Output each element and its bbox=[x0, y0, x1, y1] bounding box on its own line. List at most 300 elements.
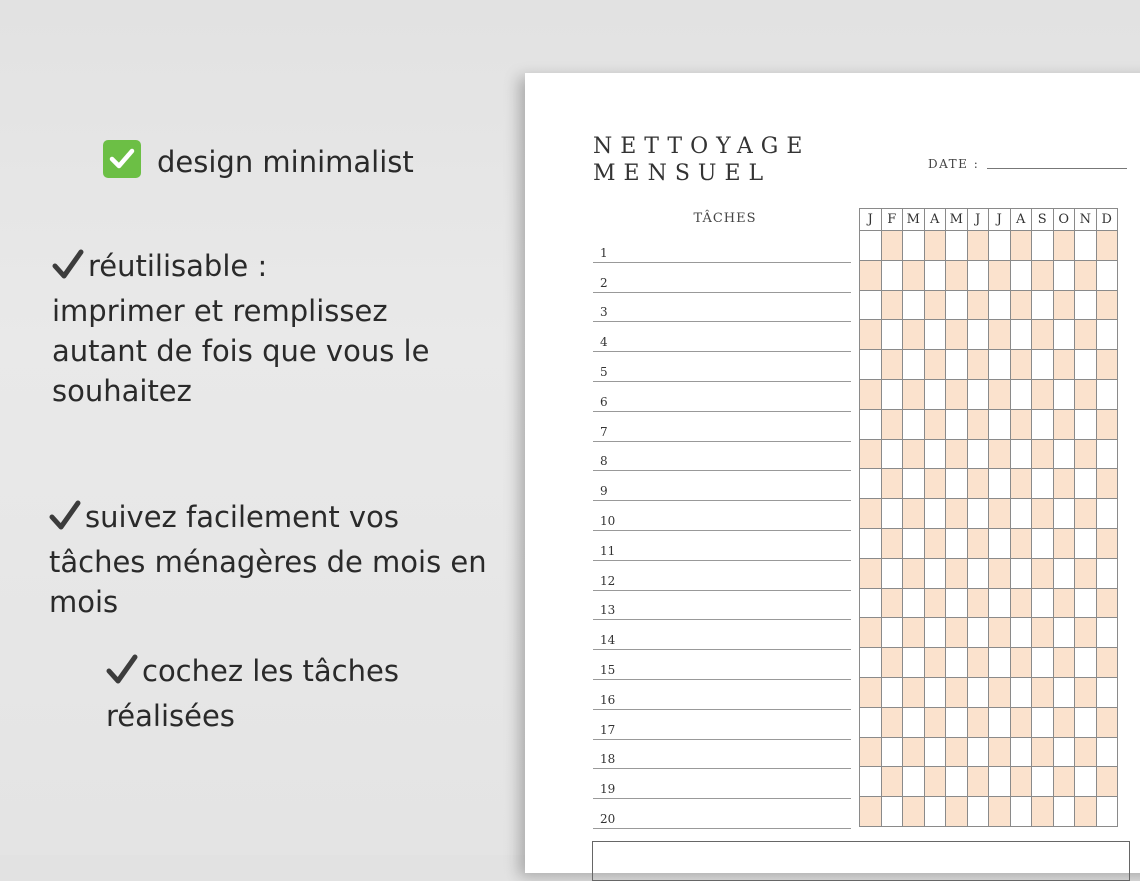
check-cell[interactable] bbox=[967, 707, 990, 738]
check-cell[interactable] bbox=[924, 349, 947, 380]
check-cell[interactable] bbox=[1031, 439, 1054, 470]
check-cell[interactable] bbox=[881, 766, 904, 797]
check-cell[interactable] bbox=[1031, 290, 1054, 321]
check-cell[interactable] bbox=[881, 260, 904, 291]
check-cell[interactable] bbox=[967, 796, 990, 827]
month-header-row bbox=[860, 208, 1118, 231]
check-cell[interactable] bbox=[902, 588, 925, 619]
check-cell[interactable] bbox=[924, 439, 947, 470]
check-cell[interactable] bbox=[1096, 796, 1119, 827]
task-row bbox=[593, 470, 851, 501]
check-cell[interactable] bbox=[1031, 796, 1054, 827]
check-cell[interactable] bbox=[1053, 558, 1076, 589]
check-cell[interactable] bbox=[988, 766, 1011, 797]
check-cell[interactable] bbox=[1096, 588, 1119, 619]
check-cell[interactable] bbox=[1010, 498, 1033, 529]
check-cell[interactable] bbox=[924, 290, 947, 321]
check-cell[interactable] bbox=[945, 647, 968, 678]
check-cell[interactable] bbox=[1074, 498, 1097, 529]
check-cell[interactable] bbox=[1053, 766, 1076, 797]
grid-row bbox=[860, 766, 1118, 797]
task-row bbox=[593, 709, 851, 740]
checkmark-icon bbox=[52, 249, 84, 291]
check-cell[interactable] bbox=[1074, 707, 1097, 738]
check-cell[interactable] bbox=[1074, 409, 1097, 440]
check-cell[interactable] bbox=[924, 409, 947, 440]
check-cell[interactable] bbox=[1074, 319, 1097, 350]
check-cell[interactable] bbox=[1053, 260, 1076, 291]
check-cell[interactable] bbox=[1053, 409, 1076, 440]
check-cell[interactable] bbox=[1031, 528, 1054, 559]
check-cell[interactable] bbox=[1074, 647, 1097, 678]
check-cell[interactable] bbox=[924, 319, 947, 350]
grid-row bbox=[860, 260, 1118, 291]
check-cell[interactable] bbox=[924, 379, 947, 410]
title-line-1: NETTOYAGE bbox=[593, 134, 811, 159]
check-cell[interactable] bbox=[1031, 558, 1054, 589]
check-cell[interactable] bbox=[1053, 230, 1076, 261]
check-cell[interactable] bbox=[988, 617, 1011, 648]
check-cell[interactable] bbox=[1031, 260, 1054, 291]
task-row bbox=[593, 649, 851, 680]
check-cell[interactable] bbox=[924, 588, 947, 619]
check-cell[interactable] bbox=[945, 230, 968, 261]
check-cell[interactable] bbox=[1074, 737, 1097, 768]
check-cell[interactable] bbox=[1031, 349, 1054, 380]
check-cell[interactable] bbox=[945, 498, 968, 529]
check-cell[interactable] bbox=[945, 707, 968, 738]
check-cell[interactable] bbox=[988, 588, 1011, 619]
check-cell[interactable] bbox=[988, 439, 1011, 470]
check-cell[interactable] bbox=[988, 558, 1011, 589]
check-cell[interactable] bbox=[1074, 588, 1097, 619]
check-cell[interactable] bbox=[859, 647, 882, 678]
check-cell[interactable] bbox=[988, 796, 1011, 827]
check-cell[interactable] bbox=[1010, 558, 1033, 589]
check-cell[interactable] bbox=[1074, 468, 1097, 499]
check-cell[interactable] bbox=[945, 409, 968, 440]
check-cell[interactable] bbox=[859, 439, 882, 470]
check-cell[interactable] bbox=[859, 468, 882, 499]
check-cell[interactable] bbox=[881, 290, 904, 321]
check-cell[interactable] bbox=[902, 290, 925, 321]
check-cell[interactable] bbox=[945, 319, 968, 350]
check-cell[interactable] bbox=[1010, 290, 1033, 321]
check-cell[interactable] bbox=[945, 260, 968, 291]
check-cell[interactable] bbox=[1010, 319, 1033, 350]
check-cell[interactable] bbox=[1031, 409, 1054, 440]
check-cell[interactable] bbox=[945, 588, 968, 619]
check-cell[interactable] bbox=[1096, 737, 1119, 768]
task-row bbox=[593, 679, 851, 710]
check-cell[interactable] bbox=[967, 468, 990, 499]
check-cell[interactable] bbox=[988, 498, 1011, 529]
check-cell[interactable] bbox=[967, 498, 990, 529]
printable-sheet bbox=[525, 73, 1140, 873]
grid-row bbox=[860, 468, 1118, 499]
check-cell[interactable] bbox=[924, 647, 947, 678]
task-row-number: 15 bbox=[600, 662, 616, 677]
check-cell[interactable] bbox=[1053, 498, 1076, 529]
check-cell[interactable] bbox=[945, 677, 968, 708]
check-cell[interactable] bbox=[1096, 707, 1119, 738]
check-cell[interactable] bbox=[1096, 617, 1119, 648]
check-cell[interactable] bbox=[967, 617, 990, 648]
check-cell[interactable] bbox=[881, 677, 904, 708]
check-cell[interactable] bbox=[1031, 766, 1054, 797]
grid-row bbox=[860, 528, 1118, 559]
check-cell[interactable] bbox=[988, 707, 1011, 738]
task-row bbox=[593, 262, 851, 293]
check-cell[interactable] bbox=[881, 498, 904, 529]
check-cell[interactable] bbox=[859, 617, 882, 648]
check-cell[interactable] bbox=[945, 617, 968, 648]
check-cell[interactable] bbox=[945, 468, 968, 499]
check-cell[interactable] bbox=[902, 468, 925, 499]
check-cell[interactable] bbox=[945, 290, 968, 321]
check-cell[interactable] bbox=[1074, 230, 1097, 261]
check-cell[interactable] bbox=[1074, 617, 1097, 648]
feature-reusable bbox=[52, 246, 429, 411]
feature-line bbox=[52, 246, 429, 291]
check-cell[interactable] bbox=[1074, 677, 1097, 708]
check-cell[interactable] bbox=[1053, 677, 1076, 708]
check-cell[interactable] bbox=[1096, 290, 1119, 321]
task-row bbox=[593, 321, 851, 352]
grid-row bbox=[860, 588, 1118, 619]
check-cell[interactable] bbox=[1031, 498, 1054, 529]
check-cell[interactable] bbox=[1096, 409, 1119, 440]
task-row-number: 11 bbox=[600, 543, 616, 558]
check-cell[interactable] bbox=[1096, 349, 1119, 380]
check-cell[interactable] bbox=[1031, 617, 1054, 648]
check-cell[interactable] bbox=[859, 379, 882, 410]
check-cell[interactable] bbox=[859, 260, 882, 291]
check-cell[interactable] bbox=[967, 409, 990, 440]
check-cell[interactable] bbox=[988, 230, 1011, 261]
task-row-number: 7 bbox=[600, 424, 608, 439]
feature-line bbox=[106, 651, 399, 696]
check-cell[interactable] bbox=[1074, 290, 1097, 321]
check-cell[interactable] bbox=[967, 319, 990, 350]
check-cell[interactable] bbox=[1031, 588, 1054, 619]
month-header: D bbox=[1096, 208, 1119, 231]
check-cell[interactable] bbox=[902, 349, 925, 380]
check-cell[interactable] bbox=[881, 439, 904, 470]
check-cell[interactable] bbox=[945, 439, 968, 470]
check-cell[interactable] bbox=[1010, 528, 1033, 559]
check-cell[interactable] bbox=[859, 737, 882, 768]
check-cell[interactable] bbox=[881, 647, 904, 678]
check-cell[interactable] bbox=[1096, 230, 1119, 261]
check-cell[interactable] bbox=[1053, 588, 1076, 619]
check-cell[interactable] bbox=[1010, 260, 1033, 291]
check-cell[interactable] bbox=[945, 796, 968, 827]
check-cell[interactable] bbox=[924, 677, 947, 708]
check-cell[interactable] bbox=[902, 409, 925, 440]
check-cell[interactable] bbox=[988, 528, 1011, 559]
check-cell[interactable] bbox=[988, 468, 1011, 499]
check-cell[interactable] bbox=[1096, 468, 1119, 499]
check-cell[interactable] bbox=[1053, 796, 1076, 827]
check-cell[interactable] bbox=[988, 647, 1011, 678]
check-cell[interactable] bbox=[988, 319, 1011, 350]
check-cell[interactable] bbox=[988, 409, 1011, 440]
month-header: M bbox=[945, 208, 968, 231]
check-cell[interactable] bbox=[902, 796, 925, 827]
check-cell[interactable] bbox=[902, 439, 925, 470]
check-cell[interactable] bbox=[859, 528, 882, 559]
grid-row bbox=[860, 379, 1118, 410]
check-cell[interactable] bbox=[945, 528, 968, 559]
task-row bbox=[593, 768, 851, 799]
month-header: J bbox=[859, 208, 882, 231]
check-cell[interactable] bbox=[1010, 647, 1033, 678]
check-cell[interactable] bbox=[988, 379, 1011, 410]
check-cell[interactable] bbox=[945, 349, 968, 380]
feature-line: mois bbox=[49, 585, 119, 619]
check-cell[interactable] bbox=[924, 528, 947, 559]
check-cell[interactable] bbox=[1031, 647, 1054, 678]
check-cell[interactable] bbox=[1053, 617, 1076, 648]
check-cell[interactable] bbox=[1053, 647, 1076, 678]
check-cell[interactable] bbox=[859, 409, 882, 440]
check-cell[interactable] bbox=[945, 737, 968, 768]
check-cell[interactable] bbox=[945, 558, 968, 589]
check-cell[interactable] bbox=[967, 766, 990, 797]
check-cell[interactable] bbox=[902, 766, 925, 797]
check-cell[interactable] bbox=[902, 647, 925, 678]
check-cell[interactable] bbox=[945, 766, 968, 797]
check-cell[interactable] bbox=[924, 498, 947, 529]
check-cell[interactable] bbox=[902, 737, 925, 768]
check-cell[interactable] bbox=[924, 617, 947, 648]
check-cell[interactable] bbox=[988, 260, 1011, 291]
check-cell[interactable] bbox=[1074, 528, 1097, 559]
check-cell[interactable] bbox=[1010, 468, 1033, 499]
check-cell[interactable] bbox=[1096, 498, 1119, 529]
check-cell[interactable] bbox=[881, 349, 904, 380]
check-cell[interactable] bbox=[1010, 349, 1033, 380]
check-cell[interactable] bbox=[967, 528, 990, 559]
check-cell[interactable] bbox=[967, 677, 990, 708]
check-cell[interactable] bbox=[1074, 439, 1097, 470]
task-row-number: 5 bbox=[600, 364, 608, 379]
check-cell[interactable] bbox=[924, 707, 947, 738]
feature-text: design minimalist bbox=[157, 145, 414, 179]
grid-row bbox=[860, 796, 1118, 827]
check-cell[interactable] bbox=[1010, 617, 1033, 648]
check-cell[interactable] bbox=[902, 230, 925, 261]
check-cell[interactable] bbox=[1053, 528, 1076, 559]
check-cell[interactable] bbox=[1010, 588, 1033, 619]
month-header: S bbox=[1031, 208, 1054, 231]
month-header: F bbox=[881, 208, 904, 231]
feature-line bbox=[103, 140, 414, 182]
check-cell[interactable] bbox=[967, 558, 990, 589]
task-row bbox=[593, 351, 851, 382]
check-cell[interactable] bbox=[924, 796, 947, 827]
check-cell[interactable] bbox=[967, 290, 990, 321]
month-header: N bbox=[1074, 208, 1097, 231]
check-cell[interactable] bbox=[1074, 379, 1097, 410]
check-cell[interactable] bbox=[881, 528, 904, 559]
grid-row bbox=[860, 677, 1118, 708]
grid-row bbox=[860, 617, 1118, 648]
check-cell[interactable] bbox=[924, 737, 947, 768]
feature-track-tasks bbox=[49, 497, 487, 622]
check-cell[interactable] bbox=[1031, 737, 1054, 768]
check-cell[interactable] bbox=[1074, 766, 1097, 797]
check-cell[interactable] bbox=[967, 349, 990, 380]
checkmark-icon bbox=[49, 500, 81, 542]
tasks-header: TÂCHES bbox=[693, 211, 757, 226]
check-cell[interactable] bbox=[924, 766, 947, 797]
check-cell[interactable] bbox=[1053, 290, 1076, 321]
check-cell[interactable] bbox=[902, 260, 925, 291]
check-cell[interactable] bbox=[1010, 379, 1033, 410]
check-cell[interactable] bbox=[859, 558, 882, 589]
check-cell[interactable] bbox=[881, 558, 904, 589]
task-row-number: 6 bbox=[600, 394, 608, 409]
month-grid bbox=[860, 208, 1118, 827]
check-cell[interactable] bbox=[924, 558, 947, 589]
check-cell[interactable] bbox=[1010, 677, 1033, 708]
check-cell[interactable] bbox=[859, 677, 882, 708]
check-cell[interactable] bbox=[1053, 439, 1076, 470]
check-cell[interactable] bbox=[1031, 319, 1054, 350]
check-cell[interactable] bbox=[859, 796, 882, 827]
check-cell[interactable] bbox=[881, 737, 904, 768]
check-cell[interactable] bbox=[1074, 260, 1097, 291]
check-cell[interactable] bbox=[924, 260, 947, 291]
check-cell[interactable] bbox=[881, 379, 904, 410]
check-cell[interactable] bbox=[881, 230, 904, 261]
check-cell[interactable] bbox=[1053, 737, 1076, 768]
month-header: A bbox=[924, 208, 947, 231]
check-cell[interactable] bbox=[1096, 558, 1119, 589]
check-cell[interactable] bbox=[924, 230, 947, 261]
month-header: M bbox=[902, 208, 925, 231]
check-cell[interactable] bbox=[902, 707, 925, 738]
check-cell[interactable] bbox=[967, 439, 990, 470]
check-cell[interactable] bbox=[881, 409, 904, 440]
check-cell[interactable] bbox=[902, 498, 925, 529]
check-cell[interactable] bbox=[924, 468, 947, 499]
check-cell[interactable] bbox=[1074, 349, 1097, 380]
check-cell[interactable] bbox=[902, 528, 925, 559]
check-cell[interactable] bbox=[967, 647, 990, 678]
check-cell[interactable] bbox=[1010, 230, 1033, 261]
task-row-number: 13 bbox=[600, 603, 616, 618]
title-line-2: MENSUEL bbox=[593, 161, 772, 186]
check-cell[interactable] bbox=[1010, 409, 1033, 440]
check-cell[interactable] bbox=[902, 677, 925, 708]
grid-row bbox=[860, 707, 1118, 738]
check-cell[interactable] bbox=[1010, 796, 1033, 827]
check-cell[interactable] bbox=[881, 588, 904, 619]
check-cell[interactable] bbox=[859, 498, 882, 529]
check-cell[interactable] bbox=[881, 617, 904, 648]
check-cell[interactable] bbox=[1096, 766, 1119, 797]
check-cell[interactable] bbox=[881, 796, 904, 827]
check-cell[interactable] bbox=[1096, 528, 1119, 559]
check-cell[interactable] bbox=[1096, 379, 1119, 410]
check-cell[interactable] bbox=[967, 260, 990, 291]
task-row-number: 3 bbox=[600, 305, 608, 320]
check-cell[interactable] bbox=[1010, 707, 1033, 738]
task-row bbox=[593, 739, 851, 770]
check-cell[interactable] bbox=[902, 558, 925, 589]
check-cell[interactable] bbox=[859, 290, 882, 321]
task-row-number: 1 bbox=[600, 245, 608, 260]
check-cell[interactable] bbox=[902, 319, 925, 350]
check-cell[interactable] bbox=[859, 230, 882, 261]
check-cell[interactable] bbox=[859, 588, 882, 619]
check-cell[interactable] bbox=[945, 379, 968, 410]
check-cell[interactable] bbox=[1031, 230, 1054, 261]
month-header: O bbox=[1053, 208, 1076, 231]
check-cell[interactable] bbox=[1053, 707, 1076, 738]
check-cell[interactable] bbox=[859, 319, 882, 350]
task-row-number: 14 bbox=[600, 633, 616, 648]
task-row-number: 16 bbox=[600, 692, 616, 707]
check-cell[interactable] bbox=[1096, 319, 1119, 350]
check-cell[interactable] bbox=[902, 617, 925, 648]
check-cell[interactable] bbox=[881, 707, 904, 738]
check-cell[interactable] bbox=[1053, 349, 1076, 380]
check-cell[interactable] bbox=[1096, 260, 1119, 291]
check-cell[interactable] bbox=[988, 290, 1011, 321]
check-cell[interactable] bbox=[881, 468, 904, 499]
check-cell[interactable] bbox=[881, 319, 904, 350]
check-cell[interactable] bbox=[1031, 677, 1054, 708]
check-cell[interactable] bbox=[967, 737, 990, 768]
month-header: J bbox=[967, 208, 990, 231]
check-cell[interactable] bbox=[1053, 468, 1076, 499]
check-cell[interactable] bbox=[1053, 319, 1076, 350]
feature-line: réalisées bbox=[106, 699, 235, 733]
check-cell[interactable] bbox=[1010, 737, 1033, 768]
check-cell[interactable] bbox=[1053, 379, 1076, 410]
task-row bbox=[593, 381, 851, 412]
grid-row bbox=[860, 230, 1118, 261]
check-cell[interactable] bbox=[967, 379, 990, 410]
check-cell[interactable] bbox=[1010, 439, 1033, 470]
notes-box bbox=[592, 841, 1130, 881]
check-cell[interactable] bbox=[859, 349, 882, 380]
check-cell[interactable] bbox=[1096, 439, 1119, 470]
check-cell[interactable] bbox=[1010, 766, 1033, 797]
task-row bbox=[593, 798, 851, 829]
check-cell[interactable] bbox=[859, 766, 882, 797]
check-cell[interactable] bbox=[1074, 796, 1097, 827]
check-cell[interactable] bbox=[967, 588, 990, 619]
check-cell[interactable] bbox=[859, 707, 882, 738]
check-cell[interactable] bbox=[1031, 707, 1054, 738]
check-cell[interactable] bbox=[988, 677, 1011, 708]
check-cell[interactable] bbox=[1074, 558, 1097, 589]
check-cell[interactable] bbox=[1031, 379, 1054, 410]
check-cell[interactable] bbox=[1031, 468, 1054, 499]
check-cell[interactable] bbox=[1096, 647, 1119, 678]
check-cell[interactable] bbox=[1096, 677, 1119, 708]
check-cell[interactable] bbox=[967, 230, 990, 261]
grid-row bbox=[860, 647, 1118, 678]
check-cell[interactable] bbox=[988, 349, 1011, 380]
check-cell[interactable] bbox=[988, 737, 1011, 768]
check-cell[interactable] bbox=[902, 379, 925, 410]
